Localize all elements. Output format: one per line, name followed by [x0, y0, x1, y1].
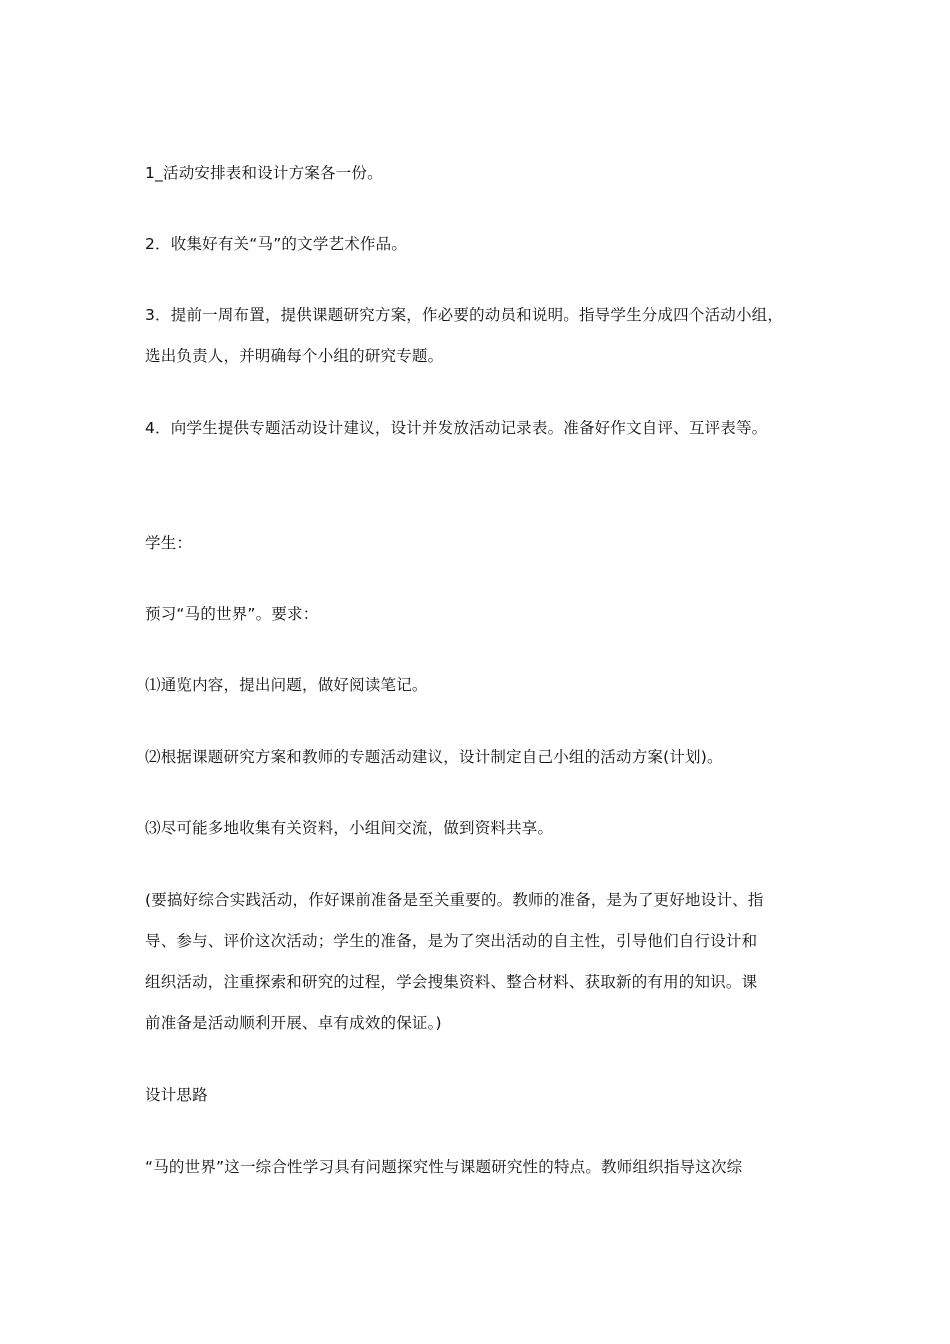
design-heading: 设计思路	[145, 1086, 208, 1104]
teacher-item-2: 2．收集好有关“马”的文学艺术作品。	[145, 235, 408, 253]
teacher-item-4: 4．向学生提供专题活动设计建议，设计并发放活动记录表。准备好作文自评、互评表等。	[145, 419, 768, 437]
note-line-3: 组织活动，注重探索和研究的过程，学会搜集资料、整合材料、获取新的有用的知识。课	[145, 973, 758, 991]
requirement-2: ⑵根据课题研究方案和教师的专题活动建议，设计制定自己小组的活动方案(计划)。	[145, 748, 723, 766]
preview-intro: 预习“马的世界”。要求：	[145, 605, 319, 623]
teacher-item-3-cont: 选出负责人，并明确每个小组的研究专题。	[145, 347, 444, 365]
note-line-2: 导、参与、评价这次活动；学生的准备，是为了突出活动的自主性，引导他们自行设计和	[145, 932, 758, 950]
design-paragraph-line: “马的世界”这一综合性学习具有问题探究性与课题研究性的特点。教师组织指导这次综	[145, 1158, 743, 1176]
note-line-4: 前准备是活动顺利开展、卓有成效的保证。)	[145, 1014, 442, 1032]
teacher-item-1: 1_活动安排表和设计方案各一份。	[145, 164, 383, 182]
requirement-3: ⑶尽可能多地收集有关资料，小组间交流，做到资料共享。	[145, 819, 554, 837]
teacher-item-3: 3．提前一周布置，提供课题研究方案，作必要的动员和说明。指导学生分成四个活动小组，	[145, 306, 784, 324]
student-heading: 学生：	[145, 534, 193, 552]
requirement-1: ⑴通览内容，提出问题，做好阅读笔记。	[145, 676, 428, 694]
note-line-1: (要搞好综合实践活动，作好课前准备是至关重要的。教师的准备，是为了更好地设计、指	[145, 891, 764, 909]
